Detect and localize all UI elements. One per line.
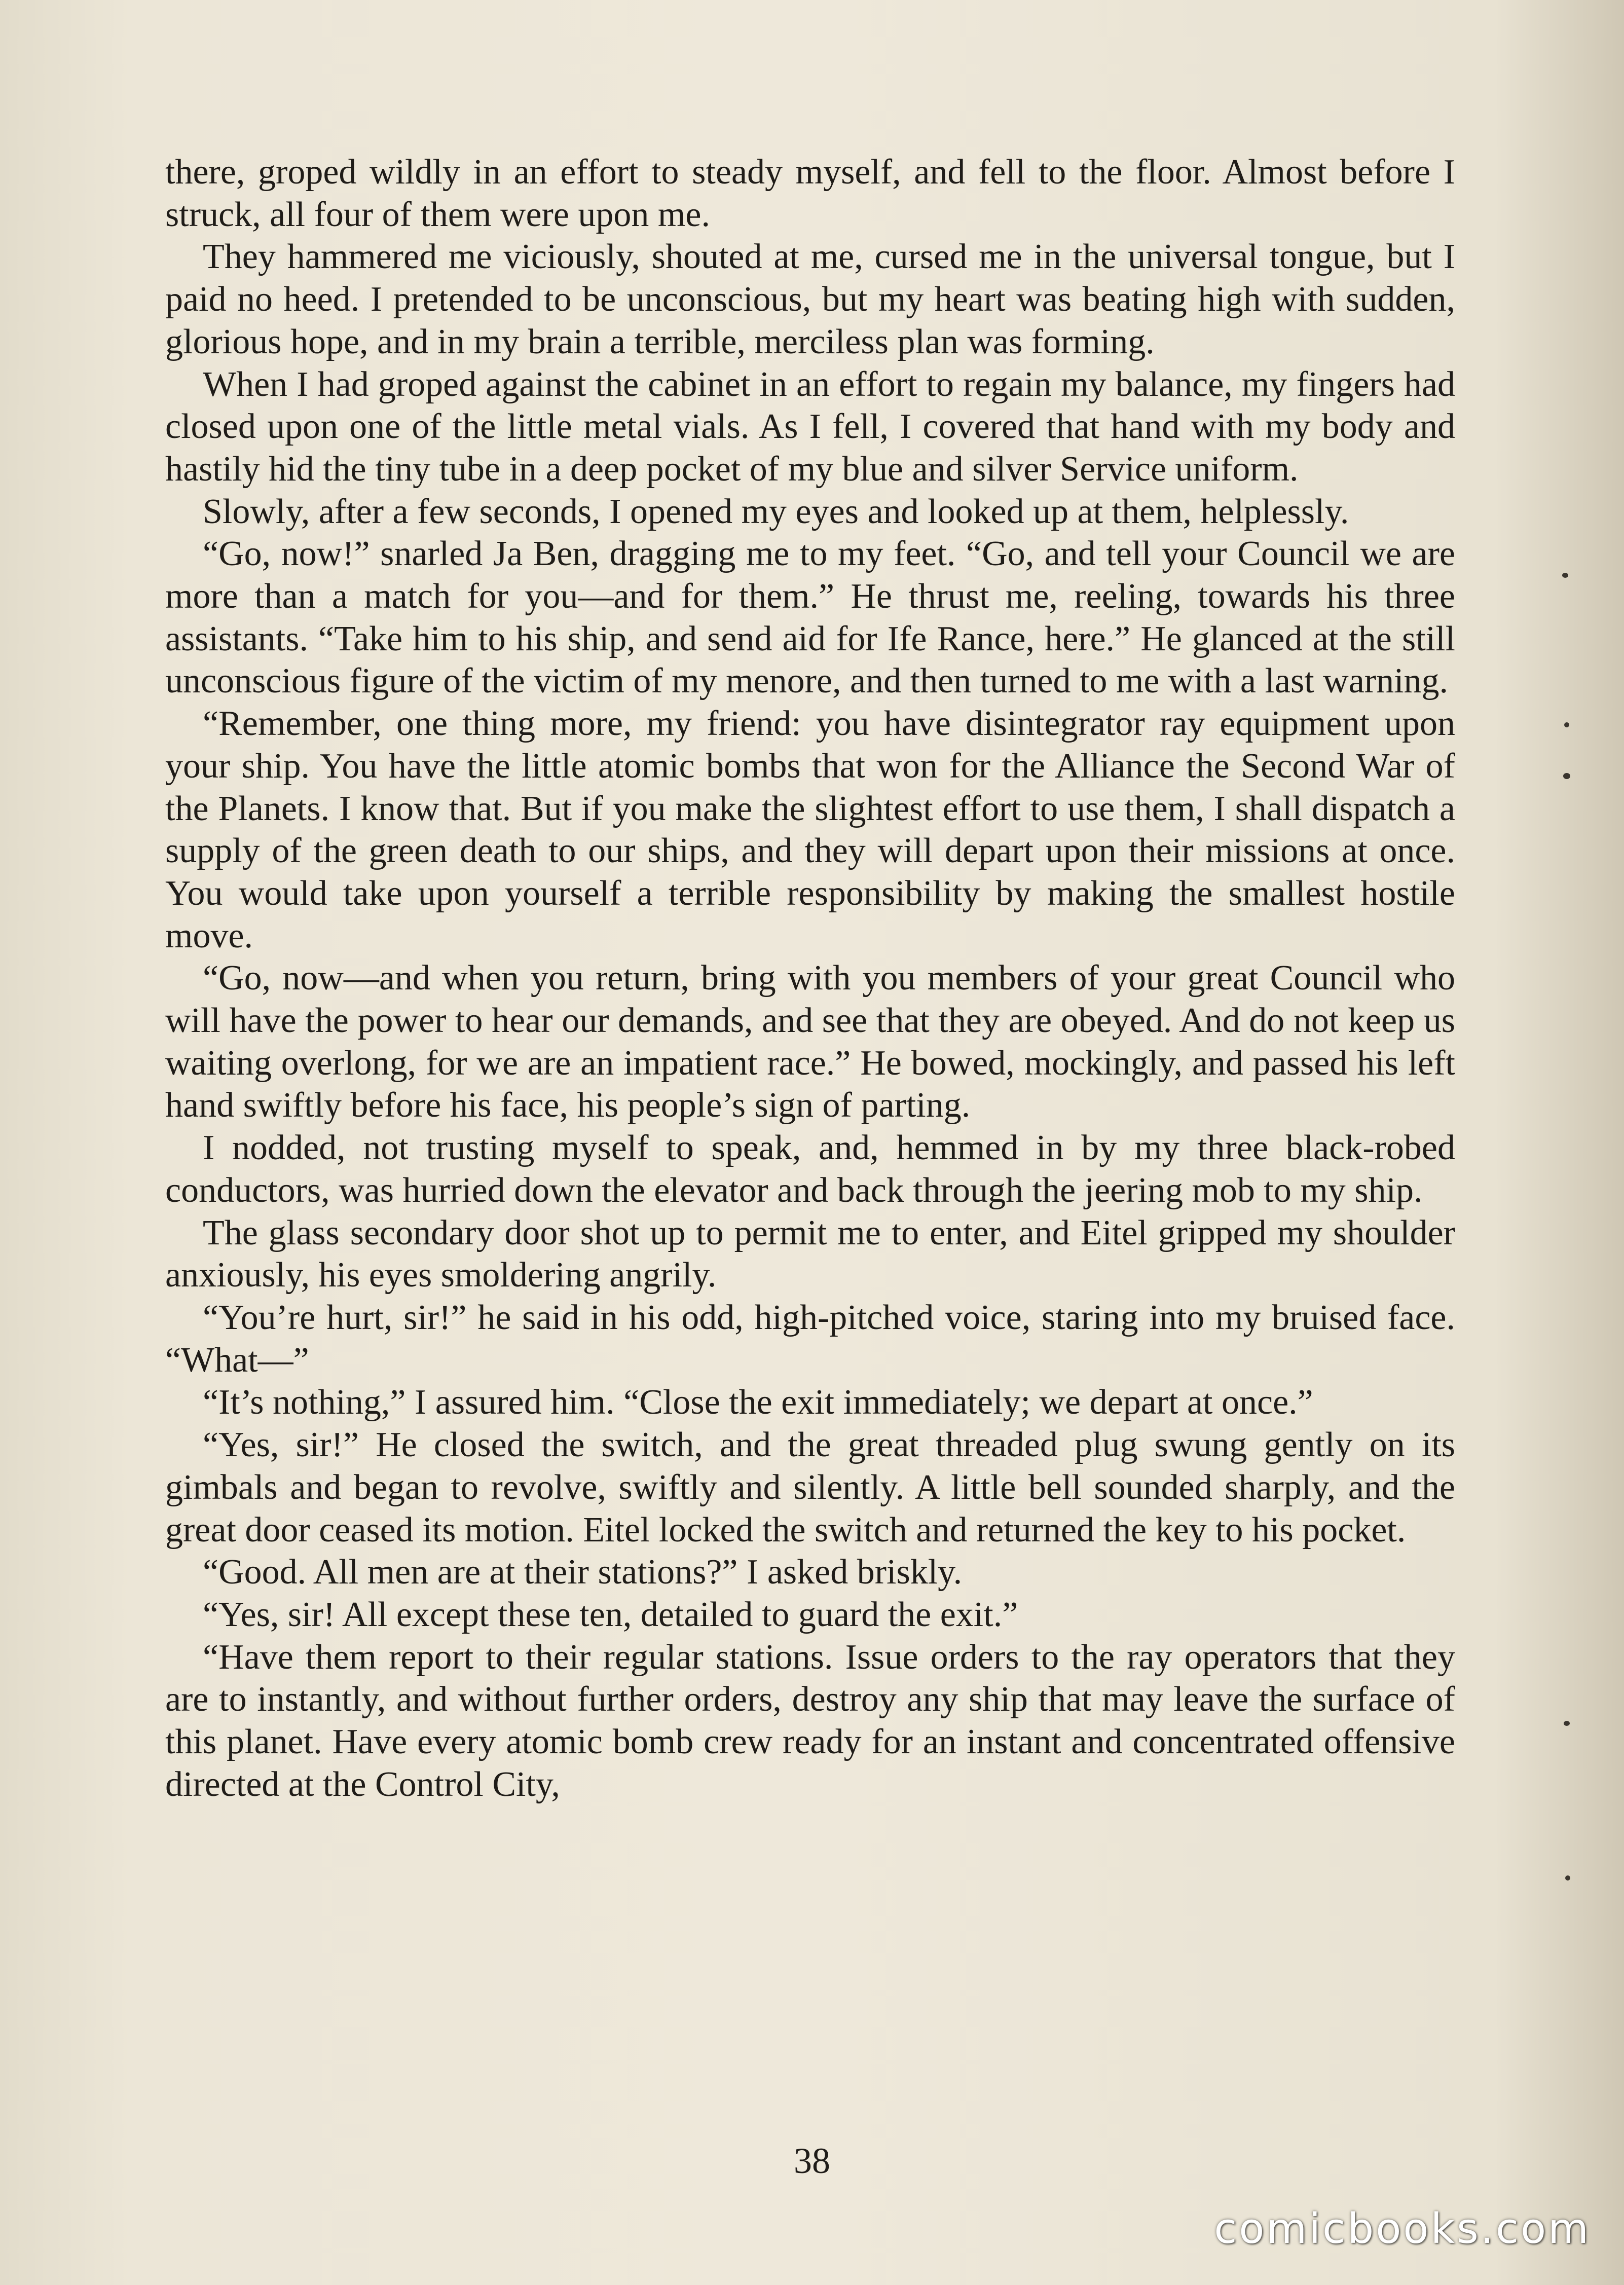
paragraph: “It’s nothing,” I assured him. “Close the exit immediately; we depart at once.” [203,1383,1313,1422]
paragraph: “Have them report to their regular stations. Issue orders to the ray operators that they are to instantly, and without further orders, destroy any ship that may leave the surface of this planet. Have every atomic bomb crew ready for an instant and concentrated offensive directed at the Control City, [165,1637,1455,1804]
ink-speck [1564,722,1569,727]
paragraph: “Yes, sir!” He closed the switch, and the great threaded plug swung gently on its gimbals and began to revolve, swiftly and silently. A little bell sounded sharply, and the great door ceased its motion. Eitel locked the switch and returned the key to his pocket. [165,1425,1455,1550]
paragraph: They hammered me viciously, shouted at me, cursed me in the universal tongue, but I paid no heed. I pretended to be unconscious, but my heart was beating high with sudden, glorious hope, and in my brain a terrible, merciless plan was forming. [165,237,1455,361]
paragraph: When I had groped against the cabinet in an effort to regain my balance, my fingers had closed upon one of the little metal vials. As I fell, I covered that hand with my body and hastily hid the tiny tube in a deep pocket of my blue and silver Service uniform. [165,364,1455,489]
page-number: 38 [794,2141,830,2181]
paragraph: “Yes, sir! All except these ten, detailed to guard the exit.” [203,1595,1018,1634]
paragraph: there, groped wildly in an effort to steady myself, and fell to the floor. Almost before I struck, all four of them were upon me. [165,153,1455,234]
ink-speck [1563,773,1570,779]
ink-speck [1565,1875,1570,1881]
paragraph: “Remember, one thing more, my friend: you have disintegrator ray equipment upon your ship. You have the little atomic bombs that won for the Alliance the Second War of the Planets. I know that. But if you make the slightest effort to use them, I shall dispatch a supply of the green death to our ships, and they will depart upon their missions at once. You would take upon yourself a terrible responsibility by making the smallest hostile move. [165,704,1455,955]
paragraph: The glass secondary door shot up to permit me to enter, and Eitel gripped my shoulder anxiously, his eyes smoldering angrily. [165,1213,1455,1295]
paragraph: “Go, now!” snarled Ja Ben, dragging me to my feet. “Go, and tell your Council we are more than a match for you—and for them.” He thrust me, reeling, towards his three assistants. “Take him to his ship, and send aid for Ife Rance, here.” He glanced at the still unconscious figure of the victim of my menore, and then turned to me with a last warning. [165,534,1455,701]
ink-speck [1564,1721,1570,1726]
ink-speck [1562,573,1568,578]
paragraph: “Good. All men are at their stations?” I asked briskly. [203,1553,963,1592]
paragraph: “Go, now—and when you return, bring with you members of your great Council who will have the power to hear our demands, and see that they are obeyed. And do not keep us waiting overlong, for we are an impatient race.” He bowed, mockingly, and passed his left hand swiftly before his face, his people’s sign of parting. [165,959,1455,1125]
paragraph: “You’re hurt, sir!” he said in his odd, high-pitched voice, staring into my bruised face. “What—” [165,1298,1455,1380]
paragraph: I nodded, not trusting myself to speak, and, hemmed in by my three black-robed conductors, was hurried down the elevator and back through the jeering mob to my ship. [165,1128,1455,1210]
paragraph: Slowly, after a few seconds, I opened my eyes and looked up at them, helplessly. [203,492,1349,531]
watermark: comicbooks.com [1214,2205,1591,2253]
body-text [165,151,1455,1805]
